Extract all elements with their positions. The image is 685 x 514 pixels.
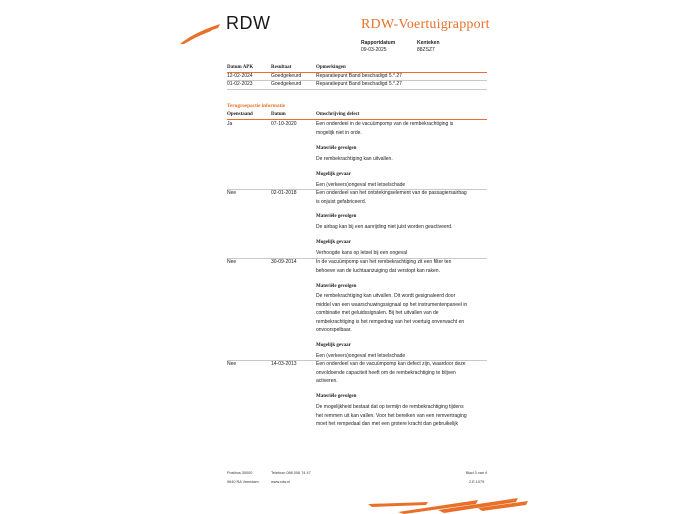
recall-header-date: Datum (271, 112, 286, 117)
danger-label: Mogelijk gevaar (316, 172, 351, 177)
apk-header-result: Resultaat (271, 65, 292, 70)
recall-defect-text: In de vacuümpomp van het rembekrachtiging zit een filter ten behoeve van de luchtaanzuiging dat verstopt kan raken. (316, 259, 452, 274)
footer-website: www.rdw.nl (271, 480, 290, 484)
material-text: De rembekrachtiging kan uitvallen. Dit wordt gesignaleerd door middel van een waarschuwingssignaal op het instrumentenpaneel in combinatie met geluidssignalen. Bij het uitvallen van de rembekrachtiging is het remgedrag van het voertuig onverwacht en onvoorspelbaar. (316, 293, 468, 334)
apk-row-remark: Reparatiepunt Band beschadigd 5.*.27 (316, 81, 402, 87)
decorative-stripes-icon (368, 496, 528, 514)
apk-row-result: Goedgekeurd (271, 73, 302, 79)
recall-defect-text: Een onderdeel van de vacuümpomp kan defect zijn, waardoor deze onvoldoende capaciteit heeft om de rembekrachtiging te blijven activeren. (316, 361, 466, 385)
danger-text: Een (verkeers)ongeval met letselschade (316, 353, 406, 359)
material-label: Materiële gevolgen (316, 146, 357, 151)
recall-header-open: Openstaand (227, 112, 253, 117)
material-label: Materiële gevolgen (316, 214, 357, 219)
recall-section-title: Terugroepactie informatie (227, 103, 286, 109)
plate-label: Kenteken (417, 40, 440, 46)
footer-page-number: Blad 3 van 4 (466, 471, 488, 475)
footer-postbus: Postbus 30000 (227, 471, 253, 475)
footer-city: 9640 RA Veendam (227, 480, 259, 484)
report-date-label: Rapportdatum (361, 40, 396, 46)
apk-row-remark: Reparatiepunt Band beschadigd 5.*.27 (316, 73, 402, 79)
rdw-logo-icon (178, 22, 222, 46)
apk-header-date: Datum APK (227, 65, 254, 70)
recall-defect-text: Een onderdeel in de vacuümpomp van de rembekrachtiging is mogelijk niet in orde. (316, 121, 454, 136)
recall-date: 30-09-2014 (271, 259, 297, 265)
material-text: De mogelijkheid bestaat dat op termijn de rembekrachtiging tijdens het remmen uit kan vallen. Voor het bereiken van een remvertraging moet het rempedaal dan met een grotere kracht dan gebruikelijk (316, 404, 467, 428)
material-text: De airbag kan bij een aanrijding niet juist worden geactiveerd. (316, 224, 453, 230)
page-title: RDW-Voertuigrapport (361, 17, 490, 32)
logo-text: RDW (226, 13, 271, 33)
report-date-value: 09-03-2025 (361, 47, 387, 53)
recall-defect-text: Een onderdeel van het ontstekingselement van de passagiersairbag is onjuist gefabriceerd. (316, 190, 467, 205)
recall-open-status: Nee (227, 361, 237, 367)
footer-doc-code: 2.E.1079 (469, 480, 485, 484)
apk-header-remarks: Opmerkingen (316, 65, 346, 70)
danger-text: Een (verkeers)ongeval met letselschade (316, 182, 406, 188)
recall-header-description: Omschrijving defect (316, 112, 360, 117)
danger-label: Mogelijk gevaar (316, 343, 351, 348)
recall-date: 02-01-2018 (271, 190, 297, 196)
recall-open-status: Nee (227, 259, 237, 265)
recall-date: 07-10-2020 (271, 121, 297, 127)
material-label: Materiële gevolgen (316, 284, 357, 289)
footer-phone: Telefoon 088 008 74 47 (271, 471, 311, 475)
recall-open-status: Nee (227, 190, 237, 196)
plate-value: 88ZSZ7 (417, 47, 435, 53)
apk-row-divider (227, 89, 487, 90)
apk-row-date: 12-02-2024 (227, 73, 253, 79)
apk-row-date: 01-02-2023 (227, 81, 253, 87)
recall-date: 14-03-2013 (271, 361, 297, 367)
recall-open-status: Ja (227, 121, 233, 127)
danger-text: Verhoogde kans op letsel bij een ongeval (316, 250, 408, 256)
danger-label: Mogelijk gevaar (316, 240, 351, 245)
material-label: Materiële gevolgen (316, 394, 357, 399)
apk-row-result: Goedgekeurd (271, 81, 302, 87)
material-text: De rembekrachtiging kan uitvallen. (316, 156, 393, 162)
